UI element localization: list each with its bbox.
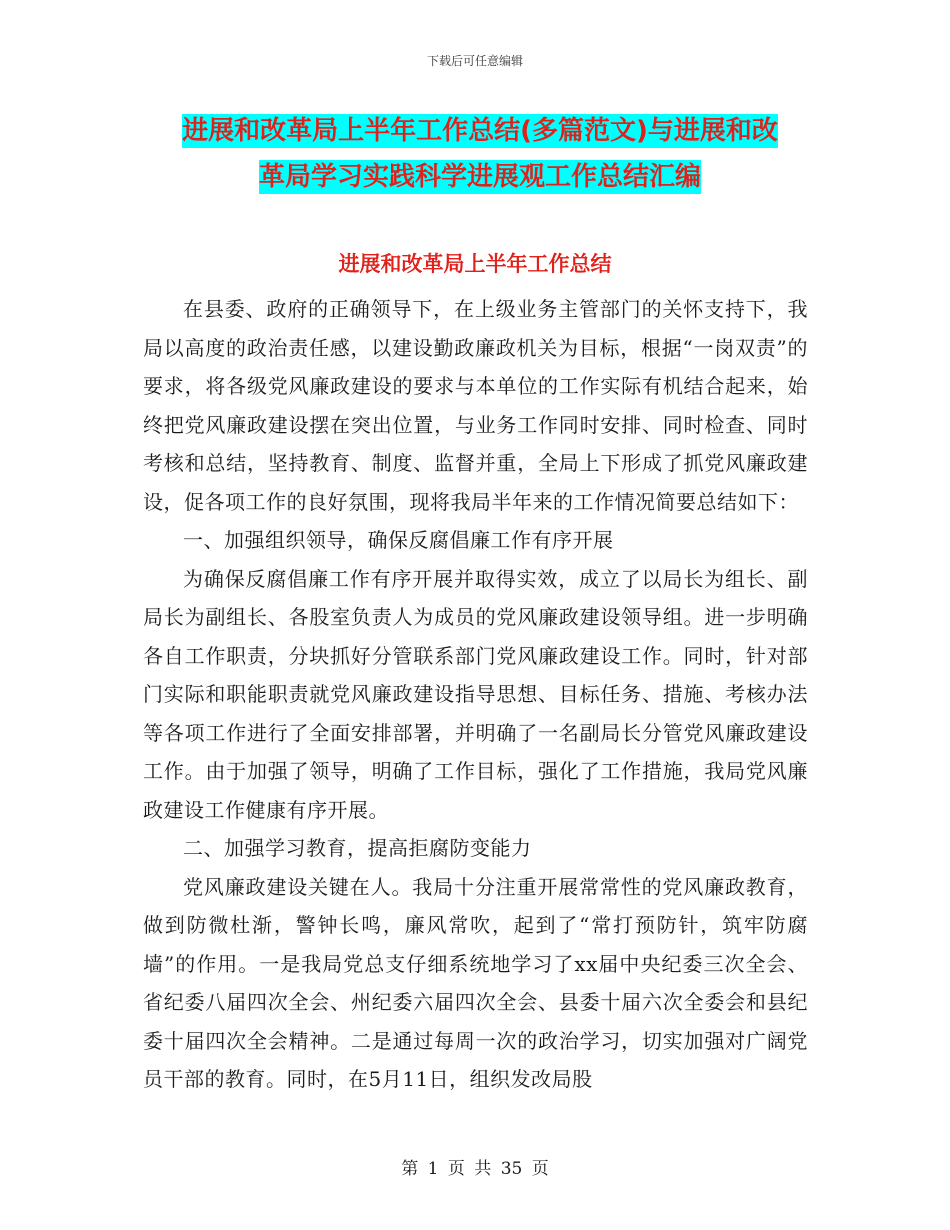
document-body: [143, 290, 808, 1099]
section-title: 进展和改革局上半年工作总结: [338, 252, 612, 276]
paragraph-intro: 在县委、政府的正确领导下，在上级业务主管部门的关怀支持下，我局以高度的政治责任感，以建设勤政廉政机关为目标，根据“一岗双责”的要求，将各级党风廉政建设的要求与本单位的工作实际有机结合起来，始终把党风廉政建设摆在突出位置，与业务工作同时安排、同时检查、同时考核和总结，坚持教育、制度、监督并重，全局上下形成了抓党风廉政建设，促各项工作的良好氛围，现将我局半年来的工作情况简要总结如下：: [143, 297, 808, 514]
heading-one: 一、加强组织领导，确保反腐倡廉工作有序开展: [183, 528, 614, 552]
title-line-2: 革局学习实践科学进展观工作总结汇编: [258, 162, 701, 192]
document-title: [140, 108, 820, 200]
paragraph-one: 为确保反腐倡廉工作有序开展并取得实效，成立了以局长为组长、副局长为副组长、各股室负责人为成员的党风廉政建设领导组。进一步明确各自工作职责，分块抓好分管联系部门党风廉政建设工作。同时，针对部门实际和职能职责就党风廉政建设指导思想、目标任务、措施、考核办法等各项工作进行了全面安排部署，并明确了一名副局长分管党风廉政建设工作。由于加强了领导，明确了工作目标，强化了工作措施，我局党风廉政建设工作健康有序开展。: [143, 566, 808, 822]
paragraph-two: 党风廉政建设关键在人。我局十分注重开展常常性的党风廉政教育，做到防微杜渐，警钟长鸣，廉风常吹，起到了“常打预防针，筑牢防腐墙”的作用。一是我局党总支仔细系统地学习了xx届中央纪委三次全会、省纪委八届四次全会、州纪委六届四次全会、县委十届六次全委会和县纪委十届四次全会精神。二是通过每周一次的政治学习，切实加强对广阔党员干部的教育。同时，在5月11日，组织发改局股: [143, 874, 808, 1091]
title-line-1: 进展和改革局上半年工作总结(多篇范文)与进展和改: [182, 116, 778, 146]
heading-two: 二、加强学习教育，提高拒腐防变能力: [183, 836, 532, 860]
header-note: 下载后可任意编辑: [426, 54, 523, 68]
page-footer: 第 1 页 共 35 页: [401, 1159, 549, 1179]
